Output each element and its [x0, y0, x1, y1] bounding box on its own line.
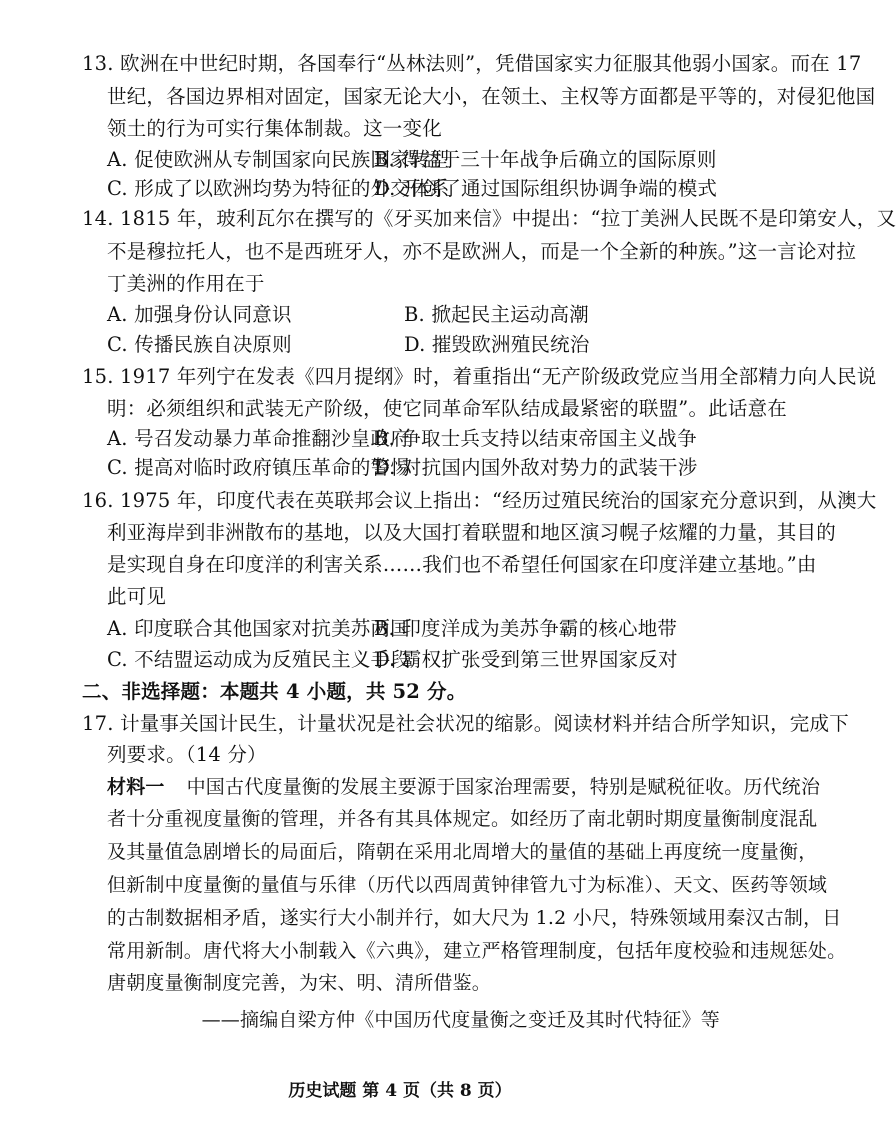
q17-stem-line-2: 列要求。（14 分）: [107, 743, 267, 766]
q16-stem-line-4: 此可见: [107, 585, 167, 608]
material-1-line-5: 的古制数据相矛盾，遂实行大小制并行，如大尺为 1.2 小尺，特殊领域用秦汉古制，日: [107, 907, 842, 929]
q16-option-d: D. 霸权扩张受到第三世界国家反对: [374, 648, 678, 671]
q14-option-b: B. 掀起民主运动高潮: [404, 303, 589, 326]
material-1-line-7: 唐朝度量衡制度完善，为宋、明、清所借鉴。: [107, 972, 492, 994]
q14-stem-line-1: 14. 1815 年，玻利瓦尔在撰写的《牙买加来信》中提出：“拉丁美洲人民既不是印第安人，又: [82, 207, 896, 230]
material-1-line-6: 常用新制。唐代将大小制载入《六典》，建立严格管理制度，包括年度校验和违规惩处。: [107, 940, 847, 962]
section-heading: 二、非选择题：本题共 4 小题，共 52 分。: [82, 680, 467, 703]
material-source: ——摘编自梁方仲《中国历代度量衡之变迁及其时代特征》等: [201, 1009, 720, 1031]
material-1-line-4: 但新制中度量衡的量值与乐律（历代以西周黄钟律管九寸为标准）、天文、医药等领域: [107, 874, 828, 896]
q15-option-c: C. 提高对临时政府镇压革命的警惕: [107, 456, 411, 479]
q15-option-d: D. 对抗国内国外敌对势力的武装干涉: [374, 456, 698, 479]
q13-stem-line-2: 世纪，各国边界相对固定，国家无论大小，在领土、主权等方面都是平等的，对侵犯他国: [107, 85, 876, 108]
material-1-line-1: [107, 775, 820, 799]
q15-option-b: B. 争取士兵支持以结束帝国主义战争: [374, 427, 697, 450]
q13-option-d: D. 开创了通过国际组织协调争端的模式: [374, 177, 718, 200]
q13-option-c: C. 形成了以欧洲均势为特征的外交体系: [107, 177, 450, 200]
q15-stem-line-1: 15. 1917 年列宁在发表《四月提纲》时，着重指出“无产阶级政党应当用全部精力向人民说: [82, 365, 877, 388]
q17-stem-line-1: 17. 计量事关国计民生，计量状况是社会状况的缩影。阅读材料并结合所学知识，完成下: [82, 712, 849, 735]
q14-stem-line-3: 丁美洲的作用在于: [107, 272, 265, 295]
q14-option-a: A. 加强身份认同意识: [107, 303, 292, 326]
material-label: 材料一: [107, 776, 165, 798]
q13-option-a: A. 促使欧洲从专制国家向民族国家转型: [107, 148, 450, 171]
material-1-line-3: 及其量值急剧增长的局面后，隋朝在采用北周增大的量值的基础上再度统一度量衡，: [107, 841, 818, 863]
q16-stem-line-3: 是实现自身在印度洋的利害关系……我们也不希望任何国家在印度洋建立基地。”由: [107, 553, 817, 576]
q16-stem-line-2: 利亚海岸到非洲散布的基地，以及大国打着联盟和地区演习幌子炫耀的力量，其目的: [107, 521, 836, 544]
q16-option-a: A. 印度联合其他国家对抗美苏两国: [107, 617, 410, 640]
q14-option-d: D. 摧毁欧洲殖民统治: [404, 333, 590, 356]
q13-stem-line-1: 13. 欧洲在中世纪时期，各国奉行“丛林法则”，凭借国家实力征服其他弱小国家。而在 17: [82, 52, 862, 75]
q16-stem-line-1: 16. 1975 年，印度代表在英联邦会议上指出：“经历过殖民统治的国家充分意识到，从澳大: [82, 489, 877, 512]
material-1-line-2: 者十分重视度量衡的管理，并各有其具体规定。如经历了南北朝时期度量衡制度混乱: [107, 808, 818, 830]
q15-stem-line-2: 明：必须组织和武装无产阶级，使它同革命军队结成最紧密的联盟”。此话意在: [107, 397, 787, 420]
q15-option-a: A. 号召发动暴力革命推翻沙皇政府: [107, 427, 410, 450]
q16-option-b: B. 印度洋成为美苏争霸的核心地带: [374, 617, 678, 640]
q13-stem-line-3: 领土的行为可实行集体制裁。这一变化: [107, 117, 442, 140]
page-footer: 历史试题 第 4 页（共 8 页）: [288, 1081, 512, 1101]
q14-stem-line-2: 不是穆拉托人，也不是西班牙人，亦不是欧洲人，而是一个全新的种族。”这一言论对拉: [107, 240, 857, 263]
q16-option-c: C. 不结盟运动成为反殖民主义手段: [107, 648, 411, 671]
material-text: 中国古代度量衡的发展主要源于国家治理需要，特别是赋税征收。历代统治: [186, 776, 821, 798]
q13-option-b: B. 得益于三十年战争后确立的国际原则: [374, 148, 717, 171]
q14-option-c: C. 传播民族自决原则: [107, 333, 292, 356]
